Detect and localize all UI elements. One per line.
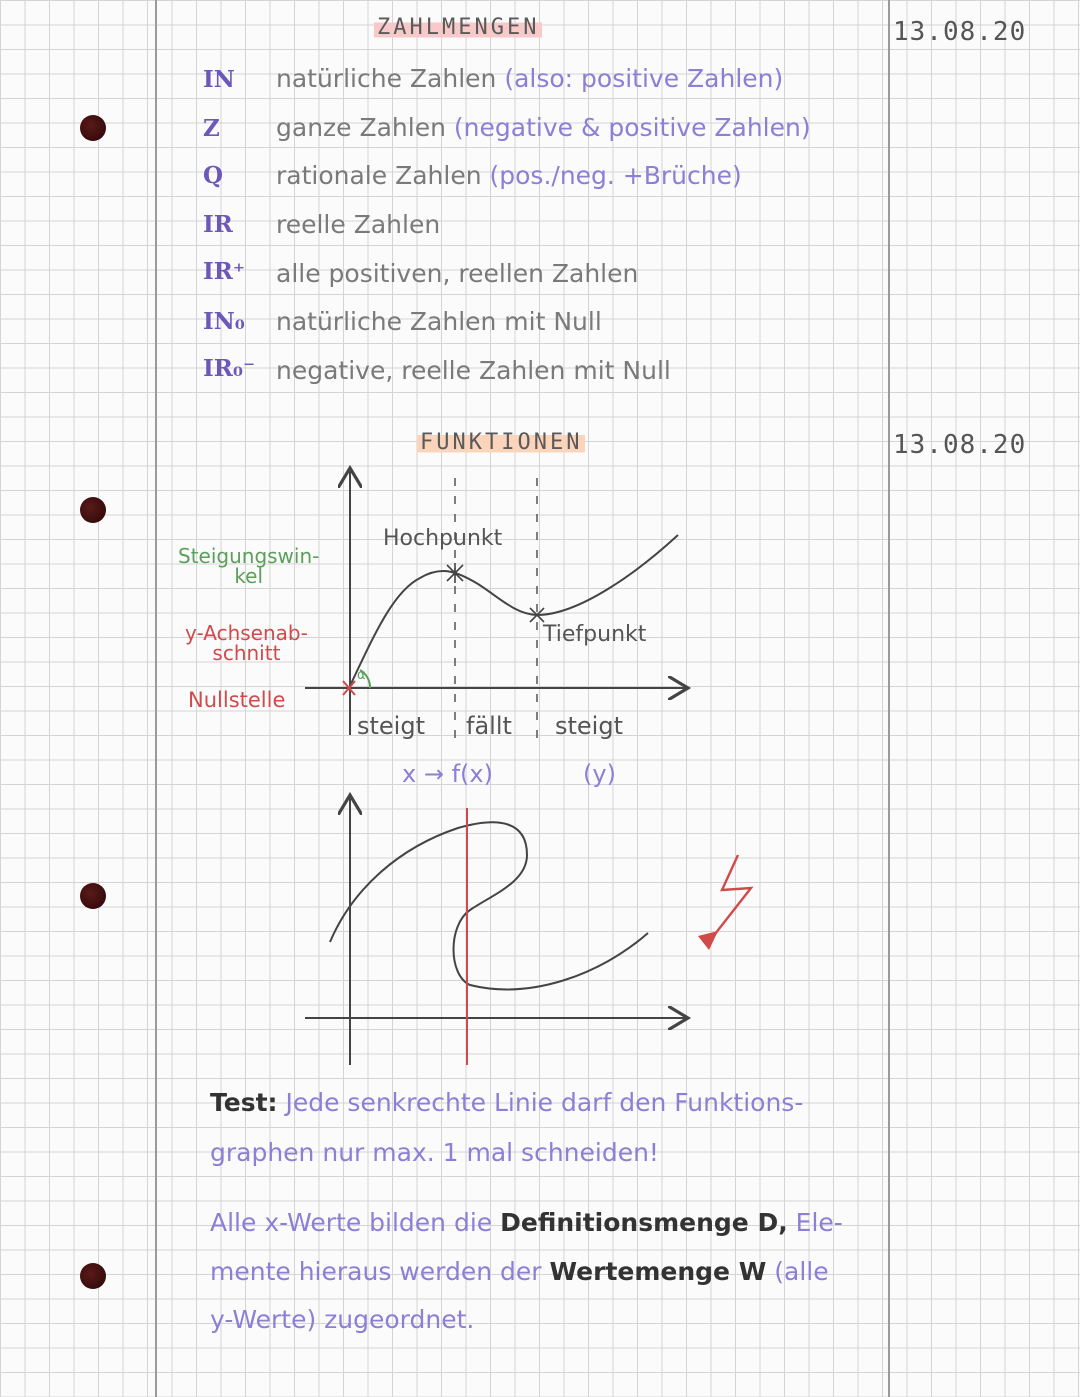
hochpunkt-label: Hochpunkt xyxy=(383,526,503,551)
date-top: 13.08.20 xyxy=(893,17,1027,47)
row-text: natürliche Zahlen xyxy=(276,64,497,93)
steigungswinkel-label: Steigungswin- kel xyxy=(178,544,320,588)
interval-steigt-1: steigt xyxy=(357,712,425,740)
row-text: reelle Zahlen xyxy=(276,210,441,239)
row-text: natürliche Zahlen mit Null xyxy=(276,307,602,336)
lightning-icon xyxy=(708,855,751,943)
symbol-reals: IR xyxy=(203,211,233,238)
nullstelle-label: Nullstelle xyxy=(188,688,286,712)
test-text-1: Jede senkrechte Linie darf den Funktions- xyxy=(285,1088,804,1117)
definition-line1 xyxy=(210,1208,843,1237)
tiefpunkt-label: Tiefpunkt xyxy=(543,622,647,647)
symbol-naturals: IN xyxy=(203,66,235,93)
row-paren: (also: positive Zahlen) xyxy=(504,64,784,93)
test-note-line2: graphen nur max. 1 mal schneiden! xyxy=(210,1138,659,1167)
definitionsmenge-term: Definitionsmenge D, xyxy=(500,1208,788,1237)
hochpunkt-marker xyxy=(447,563,463,583)
def-text-1b: Ele- xyxy=(795,1208,843,1237)
mapping-label: x → f(x) xyxy=(402,760,493,788)
symbol-naturals-with-zero: IN₀ xyxy=(203,308,245,335)
definition-line3: y-Werte) zugeordnet. xyxy=(210,1305,475,1334)
graph2-curve xyxy=(330,822,648,989)
test-note-line1 xyxy=(210,1088,803,1117)
symbol-rationals: Q xyxy=(203,162,224,189)
definition-line2 xyxy=(210,1257,829,1286)
row-text: alle positiven, reellen Zahlen xyxy=(276,259,639,288)
test-label: Test: xyxy=(210,1088,278,1117)
graph1-curve xyxy=(348,535,678,690)
def-text-2a: mente hieraus werden der xyxy=(210,1257,542,1286)
row-paren: (pos./neg. +Brüche) xyxy=(489,161,742,190)
row-text: rationale Zahlen xyxy=(276,161,482,190)
y-paren-label: (y) xyxy=(583,760,616,788)
zahlmengen-heading: ZAHLMENGEN xyxy=(374,15,542,40)
row-text: negative, reelle Zahlen mit Null xyxy=(276,356,671,385)
alpha-label: α xyxy=(357,668,366,683)
lightning-arrowhead xyxy=(698,931,718,950)
date-middle: 13.08.20 xyxy=(893,430,1027,460)
interval-faellt: fällt xyxy=(466,712,512,740)
funktionen-heading: FUNKTIONEN xyxy=(417,430,585,455)
symbol-positive-reals: IR⁺ xyxy=(203,258,246,285)
def-text-2b: (alle xyxy=(774,1257,829,1286)
interval-steigt-2: steigt xyxy=(555,712,623,740)
row-paren: (negative & positive Zahlen) xyxy=(453,113,811,142)
def-text-1a: Alle x-Werte bilden die xyxy=(210,1208,493,1237)
row-text: ganze Zahlen xyxy=(276,113,446,142)
symbol-nonpositive-reals: IR₀⁻ xyxy=(203,355,256,382)
symbol-integers: Z xyxy=(203,115,220,142)
wertemenge-term: Wertemenge W xyxy=(549,1257,767,1286)
y-achsenabschnitt-label: y-Achsenab- schnitt xyxy=(185,621,308,665)
